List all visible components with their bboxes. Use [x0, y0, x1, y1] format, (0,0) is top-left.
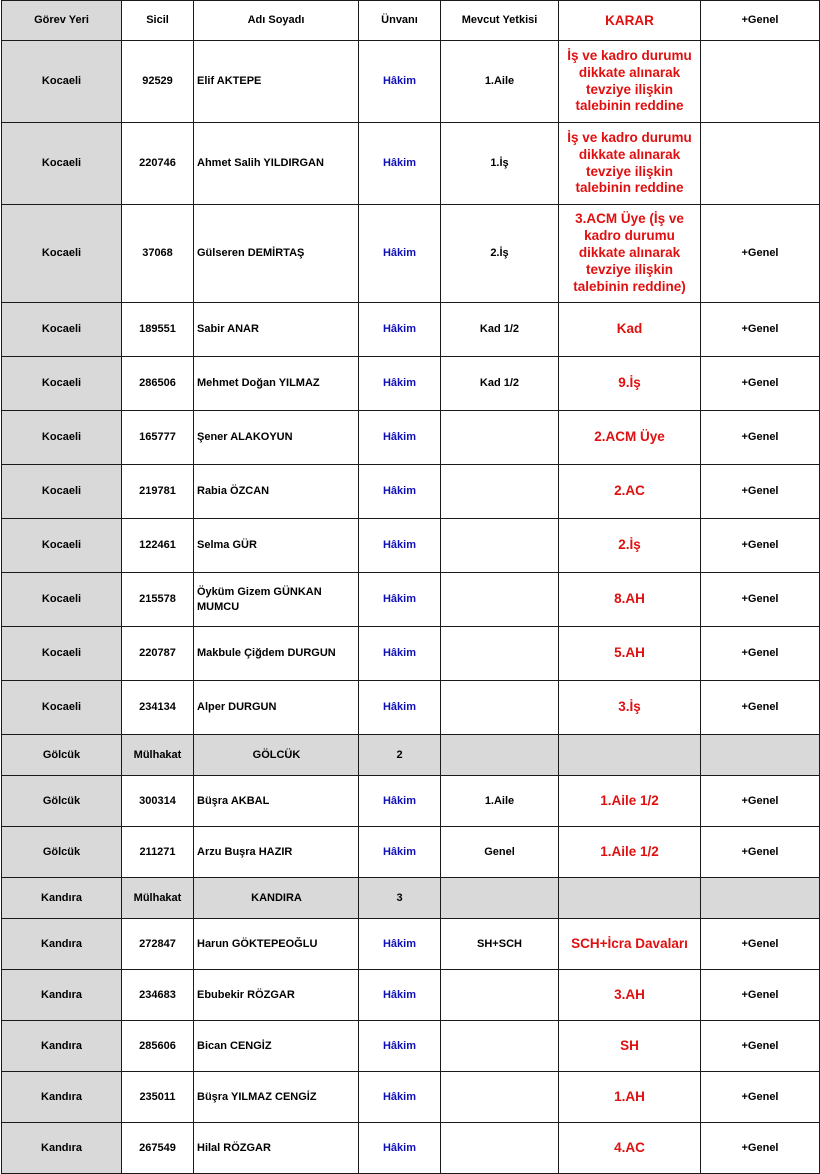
table-row [2, 519, 820, 573]
cell-sicil: 220746 [122, 123, 194, 205]
cell-sicil: 37068 [122, 205, 194, 303]
cell-gorev-yeri: Kocaeli [2, 357, 122, 411]
cell-sicil: 189551 [122, 303, 194, 357]
table-row [2, 1072, 820, 1123]
cell-genel: +Genel [701, 205, 820, 303]
table-row [2, 303, 820, 357]
cell-adi-soyadi: Makbule Çiğdem DURGUN [194, 627, 359, 681]
cell-gorev-yeri: Kocaeli [2, 519, 122, 573]
cell-gorev-yeri: Kocaeli [2, 41, 122, 123]
section-location: Gölcük [2, 735, 122, 776]
cell-mevcut-yetkisi [441, 519, 559, 573]
cell-adi-soyadi: Ahmet Salih YILDIRGAN [194, 123, 359, 205]
cell-mevcut-yetkisi: Kad 1/2 [441, 303, 559, 357]
cell-genel [701, 123, 820, 205]
cell-mevcut-yetkisi [441, 411, 559, 465]
header-adi-soyadi: Adı Soyadı [194, 1, 359, 41]
cell-karar: 4.AC [559, 1123, 701, 1174]
cell-karar: 2.ACM Üye [559, 411, 701, 465]
section-empty [441, 735, 559, 776]
header-unvani: Ünvanı [359, 1, 441, 41]
cell-mevcut-yetkisi: Genel [441, 827, 559, 878]
table-row [2, 573, 820, 627]
cell-unvani: Hâkim [359, 1072, 441, 1123]
cell-unvani: Hâkim [359, 465, 441, 519]
cell-adi-soyadi: Büşra AKBAL [194, 776, 359, 827]
cell-unvani: Hâkim [359, 1123, 441, 1174]
cell-genel: +Genel [701, 827, 820, 878]
section-empty [441, 878, 559, 919]
cell-mevcut-yetkisi: Kad 1/2 [441, 357, 559, 411]
cell-gorev-yeri: Kandıra [2, 919, 122, 970]
cell-adi-soyadi: Mehmet Doğan YILMAZ [194, 357, 359, 411]
cell-sicil: 234134 [122, 681, 194, 735]
cell-unvani: Hâkim [359, 411, 441, 465]
cell-adi-soyadi: Selma GÜR [194, 519, 359, 573]
cell-karar: SH [559, 1021, 701, 1072]
cell-karar: İş ve kadro durumu dikkate alınarak tevziye ilişkin talebinin reddine [559, 41, 701, 123]
cell-adi-soyadi: Ebubekir RÖZGAR [194, 970, 359, 1021]
cell-genel: +Genel [701, 919, 820, 970]
header-mevcut-yetkisi: Mevcut Yetkisi [441, 1, 559, 41]
cell-gorev-yeri: Kocaeli [2, 465, 122, 519]
cell-sicil: 165777 [122, 411, 194, 465]
cell-mevcut-yetkisi [441, 465, 559, 519]
table-row [2, 1123, 820, 1174]
cell-karar: 3.İş [559, 681, 701, 735]
cell-sicil: 286506 [122, 357, 194, 411]
cell-adi-soyadi: Harun GÖKTEPEOĞLU [194, 919, 359, 970]
cell-unvani: Hâkim [359, 123, 441, 205]
cell-adi-soyadi: Alper DURGUN [194, 681, 359, 735]
cell-adi-soyadi: Bican CENGİZ [194, 1021, 359, 1072]
cell-gorev-yeri: Kocaeli [2, 303, 122, 357]
table-row [2, 411, 820, 465]
cell-adi-soyadi: Arzu Buşra HAZIR [194, 827, 359, 878]
cell-genel: +Genel [701, 519, 820, 573]
cell-adi-soyadi: Hilal RÖZGAR [194, 1123, 359, 1174]
cell-karar: 1.AH [559, 1072, 701, 1123]
cell-mevcut-yetkisi [441, 627, 559, 681]
cell-mevcut-yetkisi: 1.İş [441, 123, 559, 205]
cell-mevcut-yetkisi [441, 1123, 559, 1174]
cell-sicil: 211271 [122, 827, 194, 878]
cell-adi-soyadi: Gülseren DEMİRTAŞ [194, 205, 359, 303]
cell-mevcut-yetkisi: 1.Aile [441, 776, 559, 827]
table-row [2, 205, 820, 303]
header-sicil: Sicil [122, 1, 194, 41]
section-name: KANDIRA [194, 878, 359, 919]
section-count: 3 [359, 878, 441, 919]
cell-mevcut-yetkisi: SH+SCH [441, 919, 559, 970]
cell-unvani: Hâkim [359, 1021, 441, 1072]
cell-unvani: Hâkim [359, 681, 441, 735]
cell-genel: +Genel [701, 1072, 820, 1123]
cell-unvani: Hâkim [359, 919, 441, 970]
cell-gorev-yeri: Kandıra [2, 970, 122, 1021]
table-row [2, 681, 820, 735]
cell-genel: +Genel [701, 627, 820, 681]
cell-gorev-yeri: Kocaeli [2, 573, 122, 627]
cell-genel: +Genel [701, 681, 820, 735]
section-location: Kandıra [2, 878, 122, 919]
cell-karar: 1.Aile 1/2 [559, 776, 701, 827]
cell-genel: +Genel [701, 970, 820, 1021]
section-label: Mülhakat [122, 878, 194, 919]
section-row [2, 735, 820, 776]
cell-unvani: Hâkim [359, 573, 441, 627]
table-row [2, 465, 820, 519]
cell-sicil: 272847 [122, 919, 194, 970]
cell-unvani: Hâkim [359, 303, 441, 357]
cell-sicil: 234683 [122, 970, 194, 1021]
cell-karar: İş ve kadro durumu dikkate alınarak tevziye ilişkin talebinin reddine [559, 123, 701, 205]
header-gorev-yeri: Görev Yeri [2, 1, 122, 41]
cell-unvani: Hâkim [359, 776, 441, 827]
cell-sicil: 235011 [122, 1072, 194, 1123]
cell-unvani: Hâkim [359, 357, 441, 411]
cell-sicil: 285606 [122, 1021, 194, 1072]
cell-unvani: Hâkim [359, 827, 441, 878]
cell-mevcut-yetkisi: 2.İş [441, 205, 559, 303]
header-row [2, 1, 820, 41]
section-row [2, 878, 820, 919]
section-empty [559, 878, 701, 919]
cell-karar: 2.AC [559, 465, 701, 519]
table-row [2, 827, 820, 878]
cell-karar: 9.İş [559, 357, 701, 411]
cell-unvani: Hâkim [359, 519, 441, 573]
cell-unvani: Hâkim [359, 627, 441, 681]
cell-mevcut-yetkisi [441, 573, 559, 627]
cell-gorev-yeri: Gölcük [2, 827, 122, 878]
cell-karar: Kad [559, 303, 701, 357]
cell-unvani: Hâkim [359, 205, 441, 303]
cell-sicil: 215578 [122, 573, 194, 627]
cell-karar: SCH+İcra Davaları [559, 919, 701, 970]
cell-adi-soyadi: Büşra YILMAZ CENGİZ [194, 1072, 359, 1123]
cell-gorev-yeri: Kandıra [2, 1123, 122, 1174]
section-label: Mülhakat [122, 735, 194, 776]
section-empty [701, 735, 820, 776]
cell-karar: 8.AH [559, 573, 701, 627]
cell-mevcut-yetkisi [441, 1072, 559, 1123]
section-empty [701, 878, 820, 919]
table-row [2, 1021, 820, 1072]
cell-karar: 3.ACM Üye (İş ve kadro durumu dikkate alınarak tevziye ilişkin talebinin reddine) [559, 205, 701, 303]
cell-mevcut-yetkisi [441, 1021, 559, 1072]
table-row [2, 123, 820, 205]
cell-genel: +Genel [701, 357, 820, 411]
cell-unvani: Hâkim [359, 970, 441, 1021]
cell-sicil: 220787 [122, 627, 194, 681]
cell-genel: +Genel [701, 1021, 820, 1072]
cell-genel: +Genel [701, 303, 820, 357]
cell-sicil: 92529 [122, 41, 194, 123]
cell-gorev-yeri: Kocaeli [2, 411, 122, 465]
cell-unvani: Hâkim [359, 41, 441, 123]
table-row [2, 919, 820, 970]
cell-sicil: 122461 [122, 519, 194, 573]
cell-genel: +Genel [701, 573, 820, 627]
cell-karar: 1.Aile 1/2 [559, 827, 701, 878]
cell-adi-soyadi: Sabir ANAR [194, 303, 359, 357]
cell-genel [701, 41, 820, 123]
cell-genel: +Genel [701, 1123, 820, 1174]
section-name: GÖLCÜK [194, 735, 359, 776]
cell-genel: +Genel [701, 411, 820, 465]
cell-sicil: 219781 [122, 465, 194, 519]
cell-karar: 3.AH [559, 970, 701, 1021]
section-empty [559, 735, 701, 776]
cell-sicil: 267549 [122, 1123, 194, 1174]
table-row [2, 41, 820, 123]
header-genel: +Genel [701, 1, 820, 41]
cell-karar: 2.İş [559, 519, 701, 573]
cell-adi-soyadi: Rabia ÖZCAN [194, 465, 359, 519]
section-count: 2 [359, 735, 441, 776]
table-row [2, 627, 820, 681]
cell-gorev-yeri: Kocaeli [2, 123, 122, 205]
header-karar: KARAR [559, 1, 701, 41]
cell-gorev-yeri: Kocaeli [2, 681, 122, 735]
cell-gorev-yeri: Kocaeli [2, 627, 122, 681]
table-row [2, 357, 820, 411]
assignment-table [1, 0, 820, 1174]
cell-mevcut-yetkisi: 1.Aile [441, 41, 559, 123]
cell-karar: 5.AH [559, 627, 701, 681]
cell-sicil: 300314 [122, 776, 194, 827]
cell-gorev-yeri: Kandıra [2, 1021, 122, 1072]
cell-genel: +Genel [701, 465, 820, 519]
cell-mevcut-yetkisi [441, 681, 559, 735]
cell-mevcut-yetkisi [441, 970, 559, 1021]
cell-gorev-yeri: Gölcük [2, 776, 122, 827]
cell-gorev-yeri: Kandıra [2, 1072, 122, 1123]
cell-genel: +Genel [701, 776, 820, 827]
cell-adi-soyadi: Öyküm Gizem GÜNKAN MUMCU [194, 573, 359, 627]
cell-adi-soyadi: Elif AKTEPE [194, 41, 359, 123]
table-row [2, 776, 820, 827]
cell-gorev-yeri: Kocaeli [2, 205, 122, 303]
table-row [2, 970, 820, 1021]
cell-adi-soyadi: Şener ALAKOYUN [194, 411, 359, 465]
